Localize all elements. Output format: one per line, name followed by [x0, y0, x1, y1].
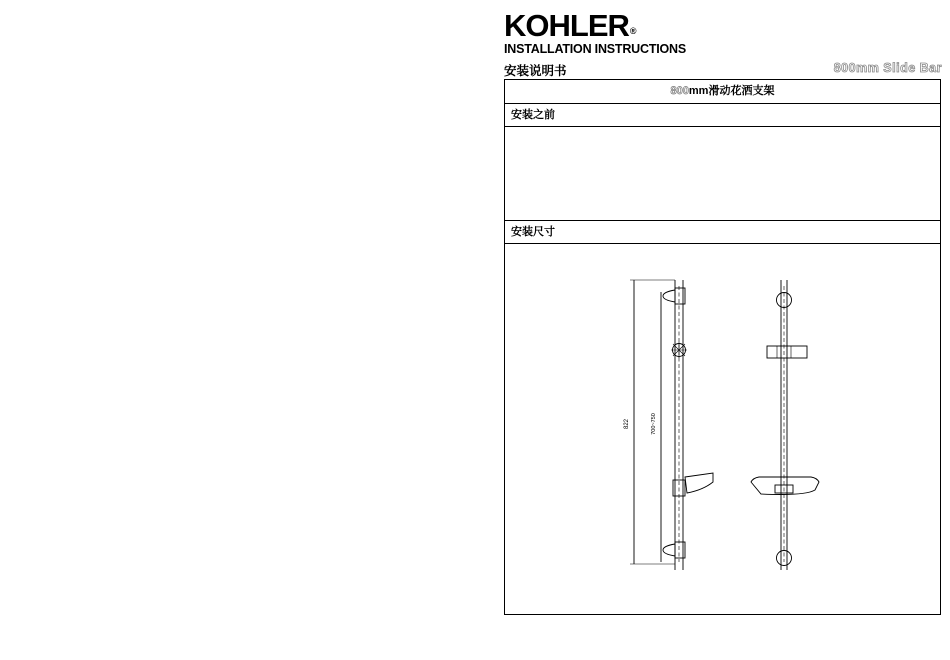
overall-dimension-label: 822 — [624, 418, 630, 430]
document-header — [504, 8, 942, 80]
product-name — [834, 61, 942, 75]
table-title-rest: mm滑动花洒支架 — [688, 85, 775, 97]
brand-name: KOHLER — [504, 8, 629, 43]
section-before-install-body — [505, 127, 940, 221]
adjust-dimension-label: 700~750 — [651, 413, 657, 435]
table-title-row — [505, 80, 940, 104]
section-install-dimensions: 安装尺寸 — [505, 221, 940, 244]
product-name-rest: Slide Bar — [879, 61, 942, 75]
dimension-drawing — [505, 244, 940, 614]
side-view — [630, 280, 713, 570]
product-name-prefix: 800mm — [833, 61, 880, 75]
registered-mark: ® — [629, 26, 637, 36]
slide-bar-drawing — [505, 244, 940, 614]
installation-instructions-title: INSTALLATION INSTRUCTIONS — [504, 42, 687, 56]
instruction-table — [504, 79, 941, 615]
installation-instructions-title-cn: 安装说明书 — [504, 64, 567, 78]
section-before-install: 安装之前 — [505, 104, 940, 127]
table-title-prefix: 800 — [670, 85, 689, 97]
front-view — [751, 280, 819, 570]
